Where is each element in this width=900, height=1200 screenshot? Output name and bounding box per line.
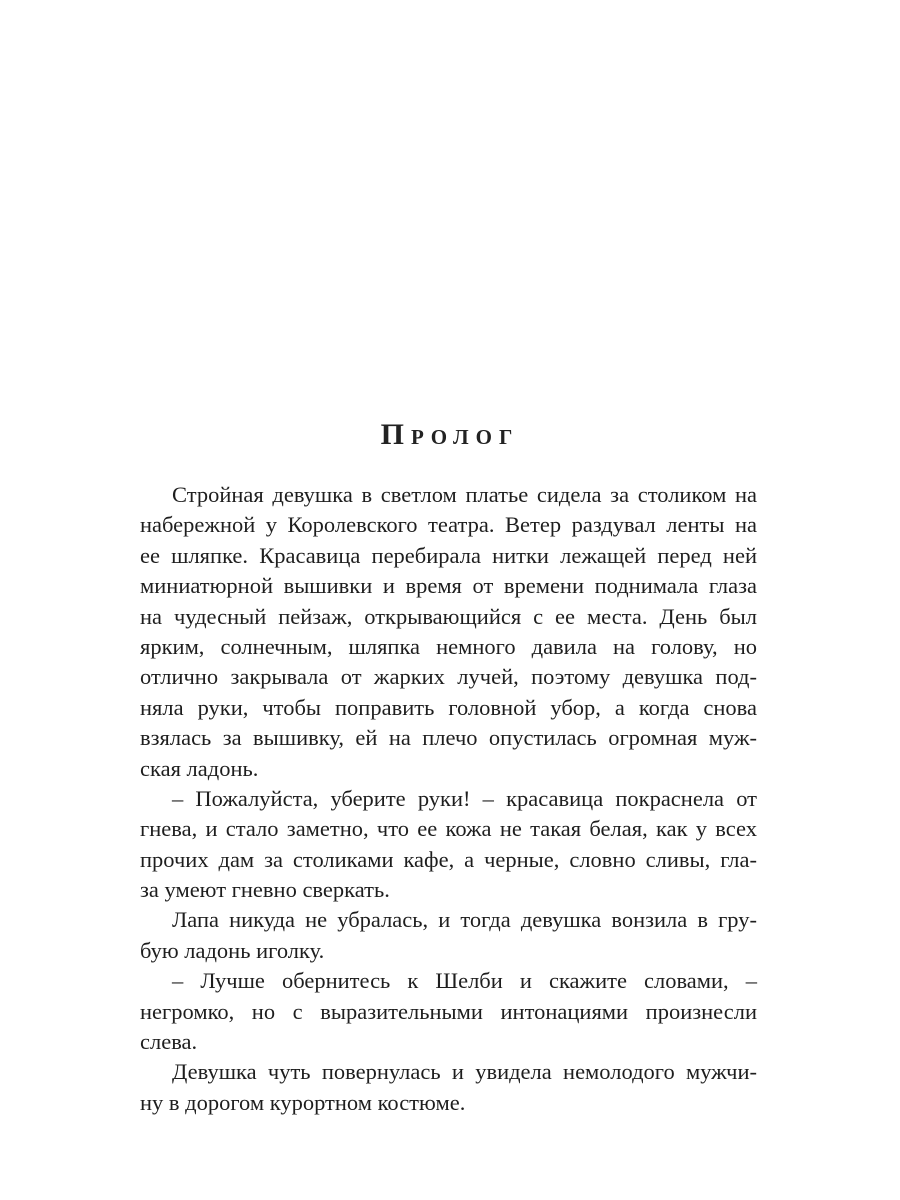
text-line: на чудесный пейзаж, открывающийся с ее места. День был	[140, 603, 757, 629]
chapter-title: Пролог	[380, 418, 520, 451]
text-line: негромко, но с выразительными интонациями произнесли	[140, 998, 757, 1024]
text-line: Стройная девушка в светлом платье сидела за столиком на	[172, 482, 757, 507]
text-line: – Пожалуйста, уберите руки! – красавица покраснела от	[172, 785, 757, 811]
text-line: миниатюрной вышивки и время от времени поднимала глаза	[140, 573, 757, 599]
text-line: Девушка чуть повернулась и увидела немолодого мужчи-	[172, 1059, 757, 1085]
text-line: набережной у Королевского театра. Ветер раздувал ленты на	[140, 512, 757, 538]
text-line: ская ладонь.	[140, 755, 259, 781]
text-line: ее шляпке. Красавица перебирала нитки лежащей перед ней	[140, 542, 757, 568]
text-line: – Лучше обернитесь к Шелби и скажите словами, –	[172, 968, 757, 994]
body-text	[140, 480, 757, 1118]
text-line: взялась за вышивку, ей на плечо опустилась огромная муж-	[140, 725, 757, 751]
text-line: бую ладонь иголку.	[140, 937, 325, 963]
text-line: гнева, и стало заметно, что ее кожа не такая белая, как у всех	[140, 816, 757, 842]
text-line: отлично закрывала от жарких лучей, поэтому девушка под-	[140, 664, 757, 690]
text-line: няла руки, чтобы поправить головной убор, а когда снова	[140, 694, 757, 720]
text-line: прочих дам за столиками кафе, а черные, словно сливы, гла-	[140, 846, 757, 872]
text-line: ну в дорогом курортном костюме.	[140, 1089, 466, 1115]
text-line: слева.	[140, 1029, 198, 1055]
text-line: ярким, солнечным, шляпка немного давила на голову, но	[140, 633, 757, 659]
text-line: за умеют гневно сверкать.	[140, 877, 390, 903]
text-line: Лапа никуда не убралась, и тогда девушка вонзила в гру-	[172, 907, 757, 933]
